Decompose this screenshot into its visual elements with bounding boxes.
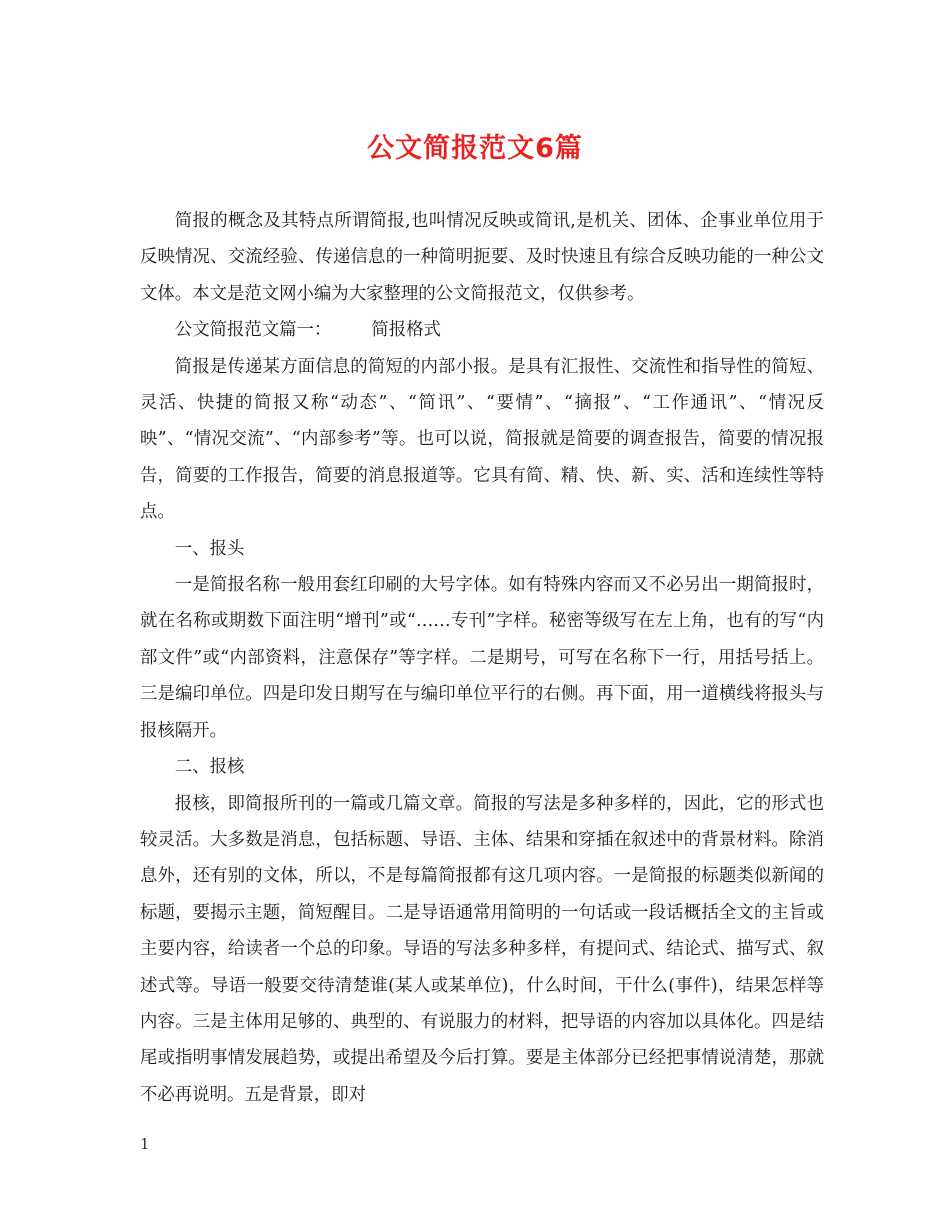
document-title: 公文简报范文6篇: [367, 133, 583, 164]
heading-baotou: 一、报头: [174, 538, 245, 559]
intro-paragraph: 简报的概念及其特点所谓简报,也叫情况反映或简讯,是机关、团体、企事业单位用于反映情况、交流经验、传递信息的一种简明扼要、及时快速且有综合反映功能的一种公文文体。本文是范文网小编为大家整理的公文简报范文，仅供参考。: [140, 211, 824, 304]
baotou-paragraph: 一是简报名称一般用套红印刷的大号字体。如有特殊内容而又不必另出一期简报时，就在名称或期数下面注明“增刊”或“……专刊”字样。秘密等级写在左上角，也有的写“内部文件”或“内部资料，注意保存”等字样。二是期号，可写在名称下一行，用括号括上。三是编印单位。四是印发日期写在与编印单位平行的右侧。再下面，用一道横线将报头与报核隔开。: [140, 575, 824, 741]
section-subtitle: 简报格式: [371, 320, 441, 341]
document-body: [140, 203, 824, 1113]
section-label: 公文简报范文篇一：: [174, 320, 332, 341]
section-heading: [140, 312, 824, 348]
baohe-paragraph: 报核，即简报所刊的一篇或几篇文章。简报的写法是多种多样的，因此，它的形式也较灵活。大多数是消息，包括标题、导语、主体、结果和穿插在叙述中的背景材料。除消息外，还有别的文体，所以，不是每篇简报都有这几项内容。一是简报的标题类似新闻的标题，要揭示主题，简短醒目。二是导语通常用简明的一句话或一段话概括全文的主旨或主要内容，给读者一个总的印象。导语的写法多种多样，有提问式、结论式、描写式、叙述式等。导语一般要交待清楚谁(某人或某单位)，什么时间，干什么(事件)，结果怎样等内容。三是主体用足够的、典型的、有说服力的材料，把导语的内容加以具体化。四是结尾或指明事情发展趋势，或提出希望及今后打算。要是主体部分已经把事情说清楚，那就不必再说明。五是背景，即对: [140, 793, 824, 1105]
definition-paragraph: 简报是传递某方面信息的简短的内部小报。是具有汇报性、交流性和指导性的简短、灵活、快捷的简报又称“动态”、“简讯”、“要情”、“摘报”、“工作通讯”、“情况反映”、“情况交流”、“内部参考”等。也可以说，简报就是简要的调查报告，简要的情况报告，简要的工作报告，简要的消息报道等。它具有简、精、快、新、实、活和连续性等特点。: [140, 356, 824, 523]
heading-baohe: 二、报核: [174, 757, 245, 778]
page-number: 1: [140, 1135, 150, 1153]
